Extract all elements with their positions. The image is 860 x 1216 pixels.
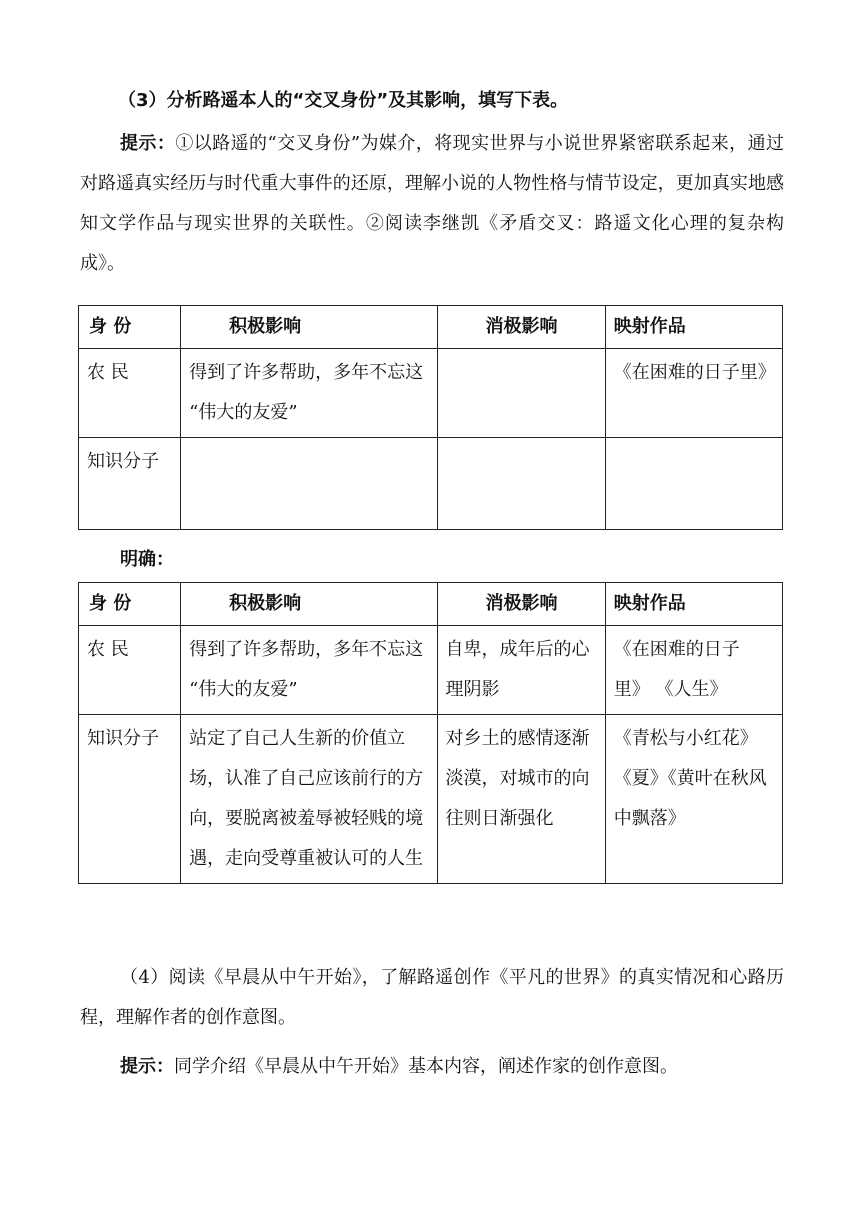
header-positive: 积极影响 [181, 306, 437, 349]
section-3-hint [80, 124, 784, 284]
header-positive: 积极影响 [181, 583, 437, 626]
section-3-heading: （3）分析路遥本人的“交叉身份”及其影响，填写下表。 [118, 90, 569, 111]
cell-positive: 站定了自己人生新的价值立场，认准了自己应该前行的方向，要脱离被羞辱被轻贱的境遇，走向受尊重被认可的人生 [181, 715, 437, 884]
cell-works [605, 438, 782, 530]
cell-negative: 自卑，成年后的心理阴影 [437, 626, 605, 715]
table-row [79, 626, 783, 715]
cell-negative [437, 349, 605, 438]
cell-works: 《青松与小红花》《夏》《黄叶在秋风中飘落》 [605, 715, 782, 884]
cell-positive: 得到了许多帮助，多年不忘这 “伟大的友爱” [181, 349, 437, 438]
header-negative: 消极影响 [437, 583, 605, 626]
hint-label: 提示： [120, 133, 176, 154]
cell-works: 《在困难的日子里》 [605, 349, 782, 438]
cell-identity: 知识分子 [79, 715, 181, 884]
cell-identity: 农 民 [79, 626, 181, 715]
cell-negative [437, 438, 605, 530]
answer-identity-table [78, 582, 783, 884]
table-row [79, 349, 783, 438]
answer-label: 明确： [120, 549, 174, 570]
header-works: 映射作品 [605, 306, 782, 349]
header-identity: 身 份 [79, 306, 181, 349]
cell-positive: 得到了许多帮助，多年不忘这 “伟大的友爱” [181, 626, 437, 715]
header-negative: 消极影响 [437, 306, 605, 349]
hint-label: 提示： [120, 1056, 174, 1077]
cell-negative: 对乡土的感情逐渐 淡漠，对城市的向往则日渐强化 [437, 715, 605, 884]
cell-identity: 知识分子 [79, 438, 181, 530]
blank-identity-table [78, 305, 783, 530]
cell-works: 《在困难的日子里》 《人生》 [605, 626, 782, 715]
cell-positive [181, 438, 437, 530]
header-identity: 身 份 [79, 583, 181, 626]
section-4-text: （4）阅读《早晨从中午开始》，了解路遥创作《平凡的世界》的真实情况和心路历程，理解作者的创作意图。 [80, 967, 784, 1028]
section-4-hint [80, 1047, 784, 1087]
table-header-row [79, 583, 783, 626]
cell-identity: 农 民 [79, 349, 181, 438]
table-header-row [79, 306, 783, 349]
hint-text: ①以路遥的“交叉身份”为媒介，将现实世界与小说世界紧密联系起来，通过对路遥真实经历与时代重大事件的还原，理解小说的人物性格与情节设定，更加真实地感知文学作品与现实世界的关联性。②阅读李继凯《矛盾交叉：路遥文化心理的复杂构成》。 [80, 133, 785, 274]
table-row [79, 715, 783, 884]
hint-text: 同学介绍《早晨从中午开始》基本内容，阐述作家的创作意图。 [174, 1056, 678, 1077]
header-works: 映射作品 [605, 583, 782, 626]
table-row [79, 438, 783, 530]
